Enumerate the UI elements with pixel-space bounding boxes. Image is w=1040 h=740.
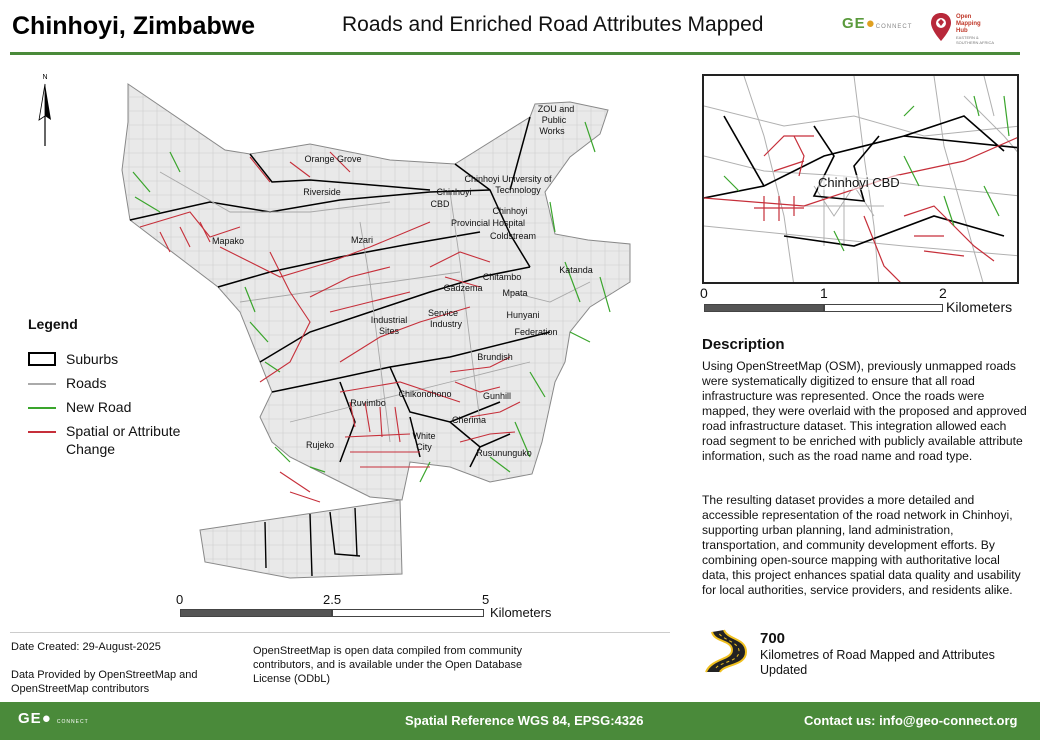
footer-logo-suffix: CONNECT <box>56 719 89 725</box>
suburb-polygon-icon <box>28 350 58 368</box>
label-rujeko: Rujeko <box>305 440 335 450</box>
scale-segment-light <box>332 609 484 617</box>
label-industrial-2: Sites <box>378 326 400 336</box>
label-katanda: Katanda <box>559 265 593 275</box>
label-white-2: City <box>416 442 432 452</box>
map-title: Roads and Enriched Road Attributes Mapped <box>342 13 764 36</box>
footer-logo-prefix: GE <box>18 710 42 727</box>
label-riverside: Riverside <box>303 187 341 197</box>
footer-logo <box>18 710 89 727</box>
label-chinhoyi-cbd-2: CBD <box>430 199 450 209</box>
description-paragraph-1: Using OpenStreetMap (OSM), previously unmapped roads were systematically digitized to ensure that all road infrastructure was represented. Once the roads were mapped, they were overlaid with the proposed and approved road infrastructure dataset. This integration allowed each road segment to be enriched with publicly available attribute information, such as the road name and road type. <box>702 359 1027 463</box>
scale-tick-1: 2.5 <box>323 592 342 607</box>
label-zou-1: ZOU and <box>537 104 575 114</box>
inset-scalebar <box>700 285 1030 317</box>
label-cut-1: Chinhoyi University of <box>464 174 552 184</box>
label-gunhill: Gunhill <box>482 391 512 401</box>
north-label: N <box>42 74 48 81</box>
label-chitambo: Chitambo <box>482 272 522 282</box>
legend-label: Spatial or Attribute Change <box>66 423 181 457</box>
osm-license-note: OpenStreetMap is open data compiled from community contributors, and is available under the Open Database License (ODbL) <box>253 645 523 685</box>
meta-divider <box>10 632 670 633</box>
hot-line3: Hub <box>956 28 968 34</box>
inset-scale-tick-1: 1 <box>820 285 828 301</box>
scale-segment-dark <box>180 609 332 617</box>
place-title: Chinhoyi, Zimbabwe <box>12 12 256 40</box>
label-hospital-1: Chinhoyi <box>492 206 528 216</box>
hot-line2: Mapping <box>956 21 981 27</box>
description-paragraph-2: The resulting dataset provides a more detailed and accessible representation of the road network in Chinhoyi, supporting urban planning, land administration, transportation, and community development efforts. By combining open-source mapping with authoritative local data, this project enhances spatial data quality and usability for local authorities, service providers, and residents alike. <box>702 493 1021 597</box>
contact-email[interactable]: Contact us: info@geo-connect.org <box>804 713 1018 728</box>
label-coldstream: Coldstream <box>489 231 537 241</box>
label-service-1: Service <box>427 308 459 318</box>
label-white-1: White <box>412 431 436 441</box>
stat-label: Kilometres of Road Mapped and Attributes Updated <box>760 648 995 677</box>
header <box>0 0 1040 56</box>
legend-item-roads <box>28 374 228 392</box>
header-divider <box>10 52 1020 55</box>
label-cut-2: Technology <box>495 185 541 195</box>
legend-item-changed-road <box>28 422 228 458</box>
scalebar <box>178 592 558 622</box>
footer <box>0 702 1040 740</box>
road-icon <box>702 628 750 674</box>
road-line-icon <box>28 374 58 392</box>
label-mpata: Mpata <box>502 288 528 298</box>
scale-tick-0: 0 <box>176 592 184 607</box>
inset-scale-tick-0: 0 <box>700 285 708 301</box>
spatial-reference: Spatial Reference WGS 84, EPSG:4326 <box>405 713 644 728</box>
label-zou-3: Works <box>539 126 565 136</box>
legend-item-new-road <box>28 398 228 416</box>
label-chikonohono: Chikonohono <box>398 389 452 399</box>
stat-value: 700 <box>760 630 786 647</box>
inset-scale-tick-2: 2 <box>939 285 947 301</box>
new-road-line-icon <box>28 398 58 416</box>
label-cherima: Cherima <box>451 415 487 425</box>
label-ruvimbo: Ruvimbo <box>350 398 386 408</box>
label-gadzema: Gadzema <box>443 283 483 293</box>
label-service-2: Industry <box>429 319 463 329</box>
scale-tick-2: 5 <box>482 592 490 607</box>
label-mzari: Mzari <box>351 235 373 245</box>
label-hunyani: Hunyani <box>506 310 540 320</box>
hot-logo <box>930 12 1030 48</box>
inset-scale-segment-dark <box>704 304 824 312</box>
label-brundish: Brundish <box>477 352 513 362</box>
label-hospital-2: Provincial Hospital <box>450 218 526 228</box>
legend-label: Roads <box>66 375 107 391</box>
legend-item-suburbs <box>28 350 228 368</box>
inset-label: Chinhoyi CBD <box>818 175 900 190</box>
logo-suffix: CONNECT <box>875 24 913 30</box>
inset-scale-unit: Kilometers <box>946 299 1013 315</box>
label-industrial-1: Industrial <box>370 315 408 325</box>
label-federation: Federation <box>514 327 558 337</box>
hot-line5: SOUTHERN AFRICA <box>956 40 995 45</box>
label-orange-grove: Orange Grove <box>304 154 362 164</box>
scale-unit: Kilometers <box>490 605 552 620</box>
label-chinhoyi-cbd-1: Chinhoyi <box>436 187 472 197</box>
map-pin-icon <box>930 12 952 42</box>
logo-prefix: GE <box>842 15 866 32</box>
legend <box>28 316 228 464</box>
globe-icon: ● <box>865 15 876 32</box>
geo-connect-logo <box>842 15 912 32</box>
data-provider: Data Provided by OpenStreetMap and OpenStreetMap contributors <box>11 669 198 695</box>
changed-road-line-icon <box>28 422 58 440</box>
date-created: Date Created: 29-August-2025 <box>11 641 161 653</box>
label-mapako: Mapako <box>211 236 245 246</box>
inset-scale-segment-light <box>824 304 943 312</box>
label-zou-2: Public <box>541 115 567 125</box>
label-rusununguko: Rusununguko <box>476 448 532 458</box>
hot-line4: EASTERN & <box>956 35 979 40</box>
legend-title: Legend <box>28 316 78 332</box>
globe-icon: ● <box>41 710 52 727</box>
hot-logo-text <box>956 14 1022 45</box>
description-title: Description <box>702 336 785 353</box>
north-arrow-icon <box>35 72 55 152</box>
legend-label: New Road <box>66 399 132 415</box>
hot-line1: Open <box>956 14 972 20</box>
legend-label: Suburbs <box>66 351 119 367</box>
